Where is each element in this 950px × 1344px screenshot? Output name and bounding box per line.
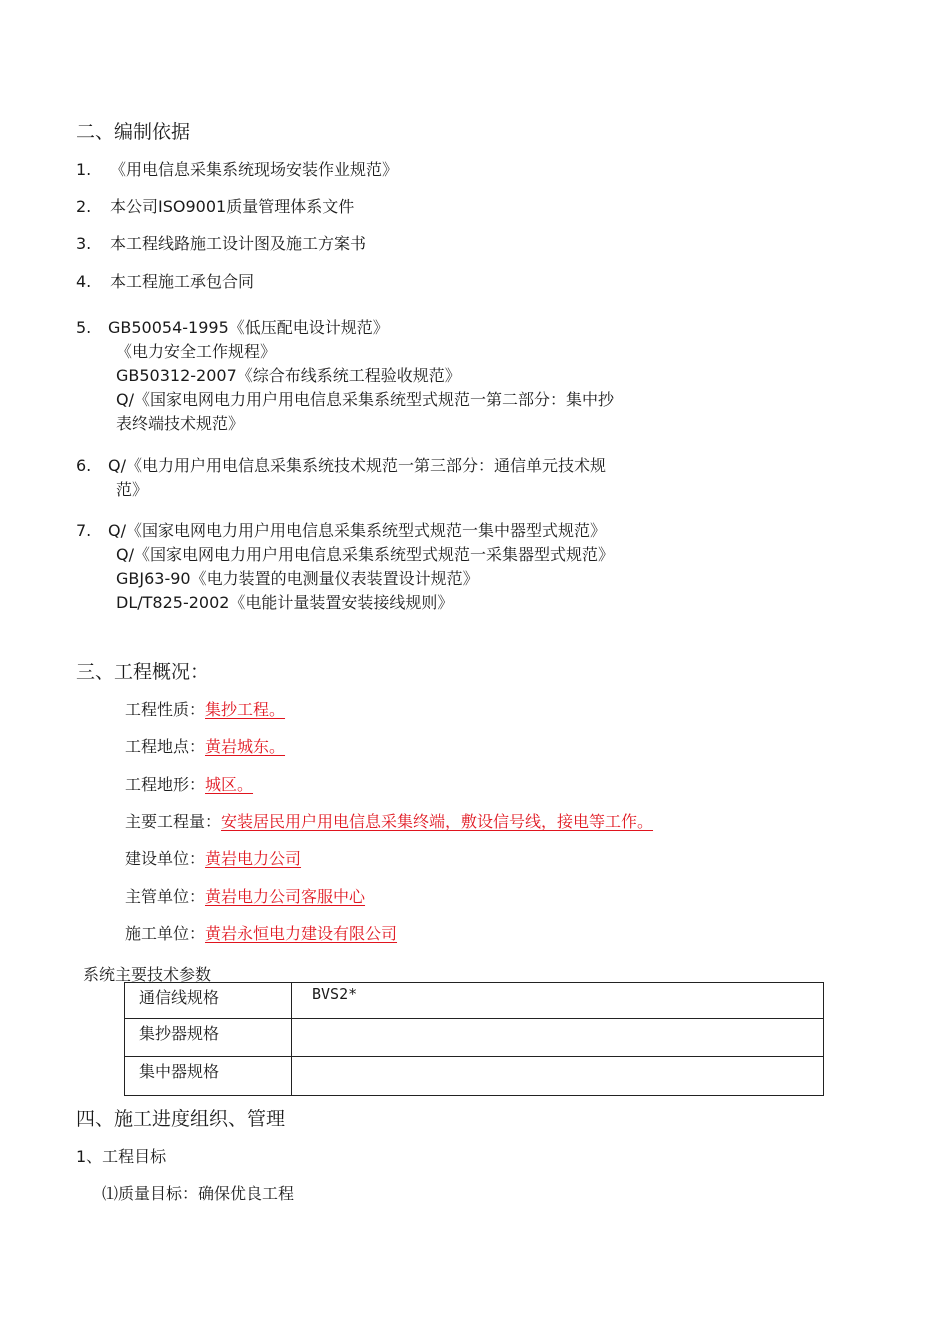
field-label: 工程地形： [125, 775, 206, 794]
table-row [125, 1019, 824, 1057]
list-item-line: Q/《国家电网电力用户用电信息采集系统型式规范一集中器型式规范》 [108, 521, 606, 540]
list-item: ⑴质量目标：确保优良工程 [102, 1184, 295, 1203]
list-item-line: Q/《电力用户用电信息采集系统技术规范一第三部分：通信单元技术规 [108, 456, 606, 475]
section-heading-schedule: 四、施工进度组织、管理 [76, 1108, 286, 1130]
field-value: 黄岩城东。 [205, 737, 286, 756]
field-value: 黄岩电力公司 [205, 849, 302, 868]
table-cell-value [292, 1057, 824, 1096]
section-heading-overview: 三、工程概况： [76, 661, 210, 683]
field-value: 城区。 [205, 775, 254, 794]
list-item: 《用电信息采集系统现场安装作业规范》 [110, 160, 399, 179]
field-row [125, 848, 301, 870]
list-item: 本工程施工承包合同 [110, 272, 255, 291]
list-item-line: 《电力安全工作规程》 [116, 342, 277, 361]
field-row [125, 886, 365, 908]
table-cell-value: BVS2* [292, 983, 824, 1019]
list-item: 本公司ISO9001质量管理体系文件 [110, 197, 355, 216]
field-label: 工程性质： [125, 700, 206, 719]
section-heading-basis: 二、编制依据 [76, 121, 191, 143]
list-item-line: GB50054-1995《低压配电设计规范》 [108, 318, 389, 337]
list-item-number: 1. [76, 160, 92, 179]
table-row [125, 1057, 824, 1096]
list-item-number: 2. [76, 197, 92, 216]
field-label: 主管单位： [125, 887, 206, 906]
list-item-number: 3. [76, 234, 92, 253]
field-row [125, 923, 397, 945]
field-label: 工程地点： [125, 737, 206, 756]
field-row [125, 811, 653, 833]
list-item-line: Q/《国家电网电力用户用电信息采集系统型式规范一采集器型式规范》 [116, 545, 614, 564]
field-value: 集抄工程。 [205, 700, 286, 719]
list-item-number: 6. [76, 456, 92, 475]
list-item: 本工程线路施工设计图及施工方案书 [110, 234, 367, 253]
list-item-line: GB50312-2007《综合布线系统工程验收规范》 [116, 366, 461, 385]
field-value: 黄岩电力公司客服中心 [205, 887, 366, 906]
list-item-line: GBJ63-90《电力装置的电测量仪表装置设计规范》 [116, 569, 479, 588]
list-item-line: DL/T825-2002《电能计量装置安装接线规则》 [116, 593, 454, 612]
table-row [125, 983, 824, 1019]
subsection-heading: 1、工程目标 [76, 1147, 167, 1166]
list-item-line: 范》 [116, 480, 149, 499]
field-label: 建设单位： [125, 849, 206, 868]
tech-params-table [124, 982, 824, 1096]
table-cell-value [292, 1019, 824, 1057]
field-label: 施工单位： [125, 924, 206, 943]
field-value: 黄岩永恒电力建设有限公司 [205, 924, 398, 943]
table-cell-name: 集中器规格 [125, 1057, 292, 1096]
table-cell-name: 集抄器规格 [125, 1019, 292, 1057]
list-item-number: 5. [76, 318, 92, 337]
table-caption: 系统主要技术参数 [83, 965, 212, 984]
list-item-line: 表终端技术规范》 [116, 414, 245, 433]
field-row [125, 699, 285, 721]
field-value: 安装居民用户用电信息采集终端，敷设信号线，接电等工作。 [221, 812, 654, 831]
list-item-line: Q/《国家电网电力用户用电信息采集系统型式规范一第二部分：集中抄 [116, 390, 614, 409]
field-row [125, 736, 285, 758]
field-label: 主要工程量： [125, 812, 222, 831]
table-cell-name: 通信线规格 [125, 983, 292, 1019]
field-row [125, 774, 253, 796]
list-item-number: 4. [76, 272, 92, 291]
list-item-number: 7. [76, 521, 92, 540]
